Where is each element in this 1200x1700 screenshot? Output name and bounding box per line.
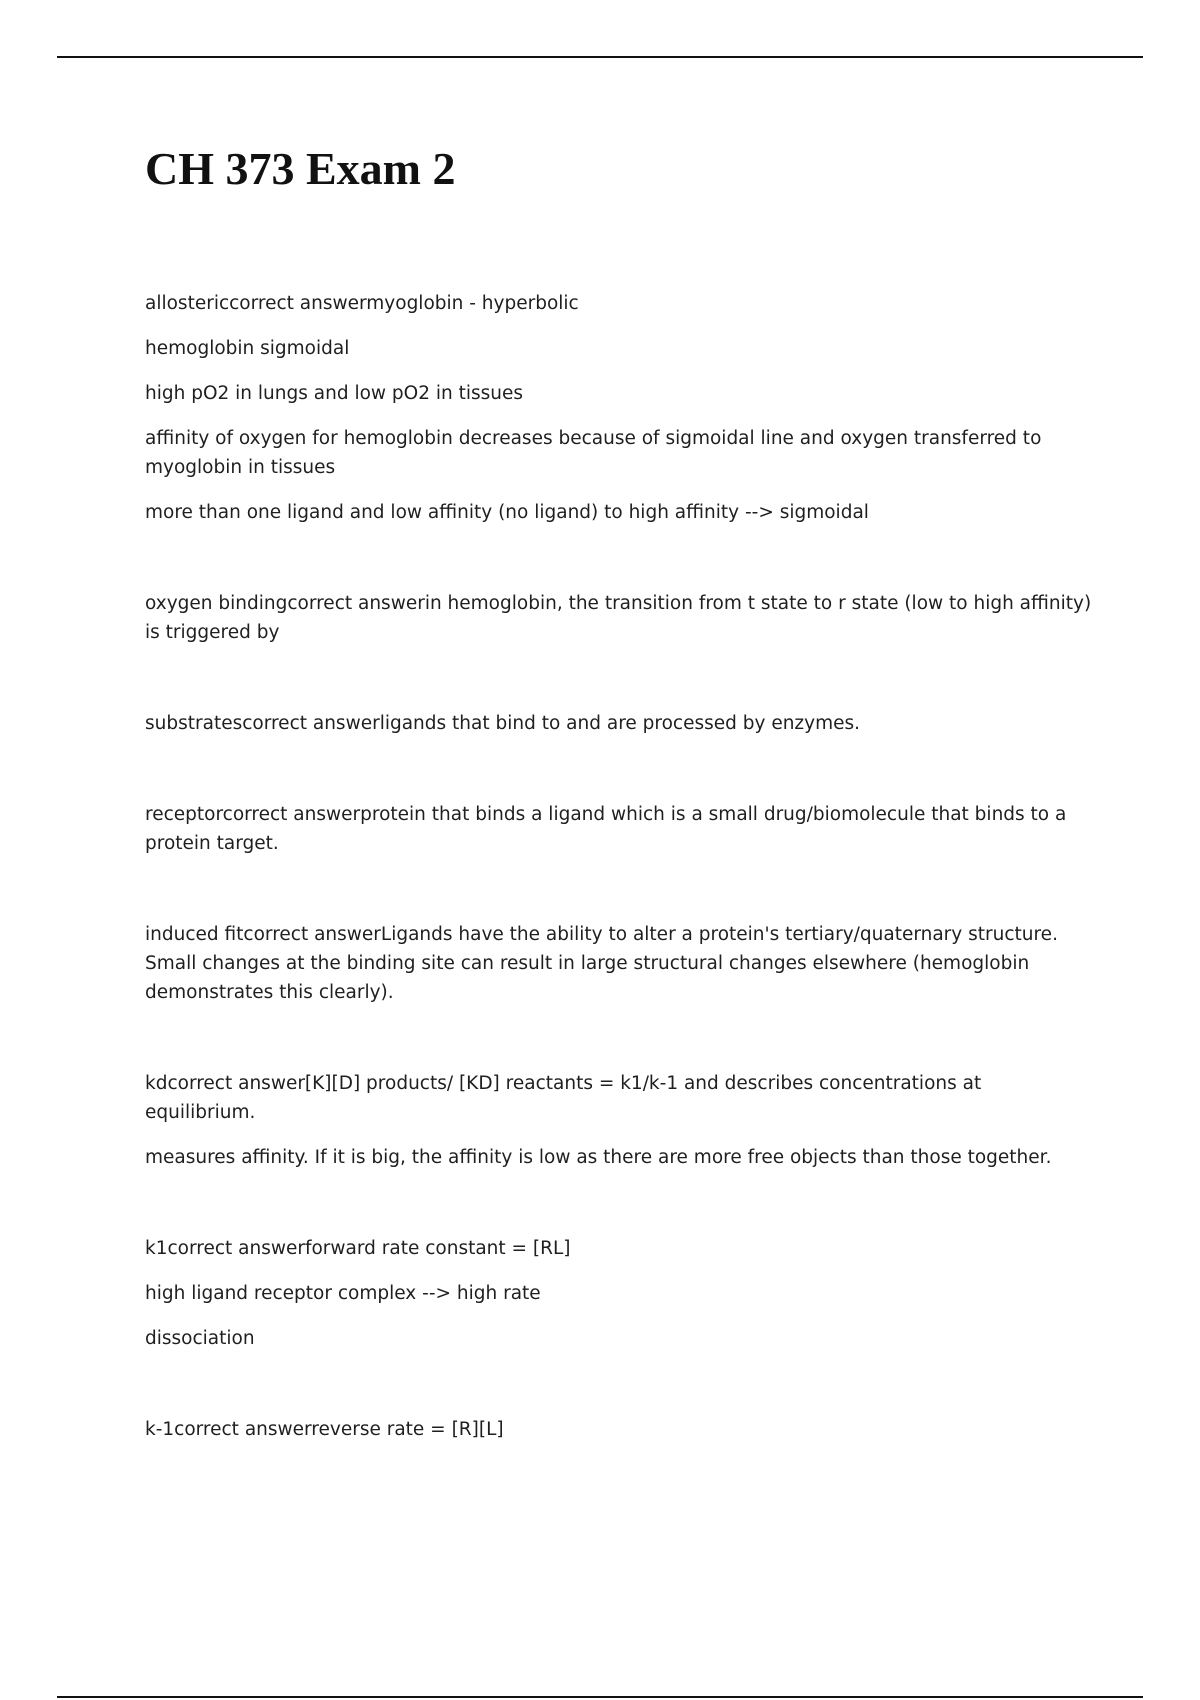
entry-line: receptorcorrect answerprotein that binds a ligand which is a small drug/biomolecule that binds to a protein target. <box>145 804 1067 854</box>
entry-induced-fit <box>145 920 1095 1007</box>
entry-line: more than one ligand and low affinity (no ligand) to high affinity --> sigmoidal <box>145 502 869 523</box>
entry-oxygen-binding <box>145 589 1095 647</box>
entry-line: affinity of oxygen for hemoglobin decreases because of sigmoidal line and oxygen transferred to myoglobin in tissues <box>145 428 1042 478</box>
entry-k1 <box>145 1234 1095 1353</box>
entry-line: hemoglobin sigmoidal <box>145 338 350 359</box>
entry-line: allostericcorrect answermyoglobin - hyperbolic <box>145 293 579 314</box>
entry-receptor <box>145 800 1095 858</box>
entry-allosteric <box>145 289 1095 527</box>
entry-line: dissociation <box>145 1328 255 1349</box>
entry-kd <box>145 1069 1095 1172</box>
entry-line: high pO2 in lungs and low pO2 in tissues <box>145 383 524 404</box>
entry-k-minus-1 <box>145 1415 1095 1444</box>
entry-line: k1correct answerforward rate constant = [RL] <box>145 1238 571 1259</box>
entry-substrates <box>145 709 1095 738</box>
entry-line: high ligand receptor complex --> high rate <box>145 1283 541 1304</box>
entry-line: kdcorrect answer[K][D] products/ [KD] reactants = k1/k-1 and describes concentrations at equilibrium. <box>145 1073 982 1123</box>
entry-line: substratescorrect answerligands that bind to and are processed by enzymes. <box>145 713 861 734</box>
entry-line: k-1correct answerreverse rate = [R][L] <box>145 1419 504 1440</box>
entry-line: measures affinity. If it is big, the affinity is low as there are more free objects than those together. <box>145 1147 1052 1168</box>
entry-line: oxygen bindingcorrect answerin hemoglobin, the transition from t state to r state (low to high affinity) is triggered by <box>145 593 1092 643</box>
bottom-divider <box>57 1696 1143 1698</box>
document-body <box>145 289 1095 1444</box>
entry-line: induced fitcorrect answerLigands have the ability to alter a protein's tertiary/quaternary structure. Small changes at the binding site can result in large structural changes elsewhere (hemoglobin demonstrates this clearly). <box>145 924 1058 1003</box>
top-divider <box>57 56 1143 58</box>
page-title: CH 373 Exam 2 <box>145 143 456 194</box>
